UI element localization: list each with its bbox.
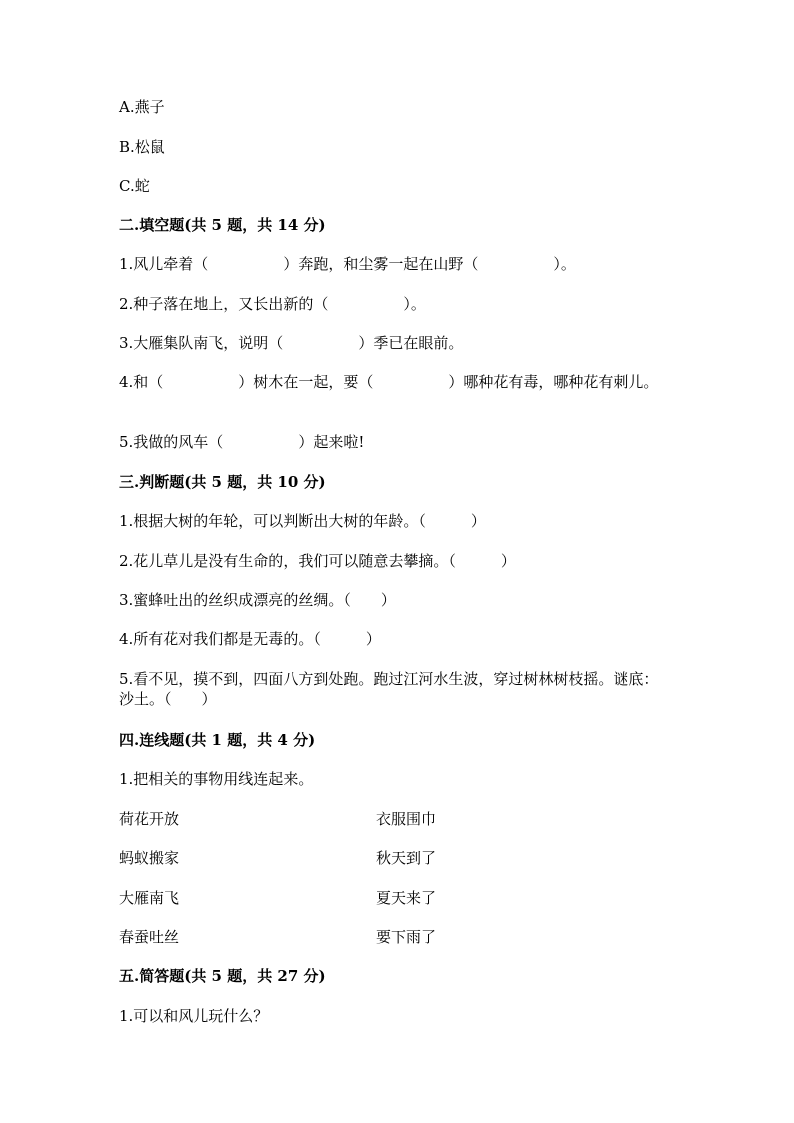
option-c: C.蛇 <box>119 177 150 195</box>
true-false-question-4: 4.所有花对我们都是无毒的。（ ） <box>119 630 381 648</box>
fill-blank-question-3: 3.大雁集队南飞，说明（ ）季已在眼前。 <box>119 334 464 352</box>
true-false-question-1: 1.根据大树的年轮，可以判断出大树的年龄。（ ） <box>119 512 486 530</box>
matching-right-item: 要下雨了 <box>376 928 437 946</box>
fill-blank-question-1: 1.风儿牵着（ ）奔跑，和尘雾一起在山野（ ）。 <box>119 255 576 273</box>
option-b: B.松鼠 <box>119 138 165 156</box>
matching-left-item: 大雁南飞 <box>119 889 180 907</box>
true-false-question-2: 2.花儿草儿是没有生命的，我们可以随意去攀摘。（ ） <box>119 552 516 570</box>
option-a: A.燕子 <box>119 98 165 116</box>
matching-right-item: 夏天来了 <box>376 889 437 907</box>
matching-right-item: 秋天到了 <box>376 849 437 867</box>
section-heading-true-false: 三.判断题(共 5 题，共 10 分) <box>119 473 326 491</box>
matching-right-item: 衣服围巾 <box>376 810 437 828</box>
fill-blank-question-5: 5.我做的风车（ ）起来啦! <box>119 433 365 451</box>
section-heading-short-answer: 五.简答题(共 5 题，共 27 分) <box>119 967 326 985</box>
fill-blank-question-4: 4.和（ ）树木在一起，要（ ）哪种花有毒，哪种花有刺儿。 <box>119 373 659 391</box>
matching-left-item: 春蚕吐丝 <box>119 928 180 946</box>
true-false-question-3: 3.蜜蜂吐出的丝织成漂亮的丝绸。（ ） <box>119 591 396 609</box>
matching-left-item: 荷花开放 <box>119 810 180 828</box>
short-answer-question-1: 1.可以和风儿玩什么？ <box>119 1007 269 1025</box>
fill-blank-question-2: 2.种子落在地上，又长出新的（ ）。 <box>119 295 426 313</box>
true-false-question-5: 5.看不见，摸不到，四面八方到处跑。跑过江河水生波，穿过树林树枝摇。谜底：沙土。（ ） <box>119 670 659 708</box>
matching-question-1: 1.把相关的事物用线连起来。 <box>119 770 314 788</box>
section-heading-matching: 四.连线题(共 1 题，共 4 分) <box>119 731 316 749</box>
section-heading-fill-blank: 二.填空题(共 5 题，共 14 分) <box>119 216 326 234</box>
matching-left-item: 蚂蚁搬家 <box>119 849 180 867</box>
